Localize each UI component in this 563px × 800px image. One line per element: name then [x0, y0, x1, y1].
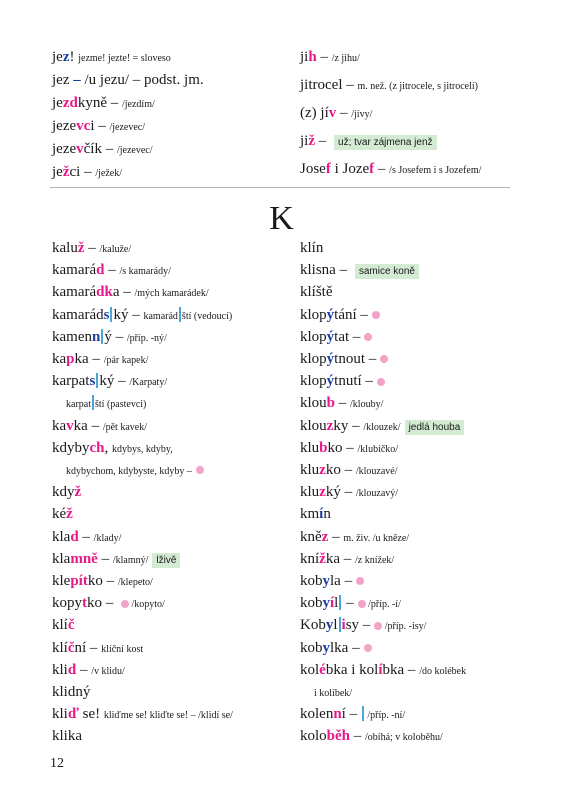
bullet-dot-icon — [358, 600, 366, 608]
syllable-break-marker — [179, 307, 181, 322]
headword: klu — [300, 439, 320, 456]
bullet-dot-icon — [372, 311, 380, 319]
headword: kně — [300, 528, 322, 545]
dictionary-entry — [300, 617, 426, 633]
headword: jeze — [52, 141, 77, 157]
headword-rest: – — [328, 528, 344, 545]
entry-note: /příp. -ní/ — [364, 710, 406, 722]
headword: klop — [300, 351, 327, 367]
headword-rest: ký – — [325, 484, 356, 501]
headword: ké — [52, 506, 67, 523]
dictionary-entry — [300, 77, 478, 93]
dictionary-entry — [52, 164, 122, 180]
syllable-break-marker — [92, 395, 94, 410]
entry-note: /jezdím/ — [122, 99, 155, 110]
headword-rest: – — [78, 528, 94, 545]
entry-note: /ježek/ — [95, 168, 122, 179]
headword: kla — [52, 550, 71, 567]
highlight-letters: í — [378, 661, 383, 678]
dictionary-entry — [300, 462, 398, 478]
dictionary-entry — [300, 351, 388, 367]
highlight-letters: í — [319, 506, 324, 523]
headword: kolen — [300, 706, 334, 723]
headword-rest: ký – — [113, 306, 144, 323]
entry-note: /jezevec/ — [116, 145, 153, 156]
headword: klop — [300, 328, 327, 345]
entry-note: /příp. -í/ — [365, 599, 401, 611]
entry-note: ští (pastevci) — [95, 399, 147, 411]
dictionary-entry — [52, 329, 167, 345]
headword: klou — [300, 417, 327, 434]
highlight-letters: ž — [66, 506, 73, 523]
headword-rest: a – — [112, 284, 135, 301]
dictionary-entry — [300, 662, 466, 678]
highlight-letters: i — [341, 617, 346, 634]
entry-note: /klouzavé/ — [355, 466, 398, 477]
bullet-dot-icon — [356, 577, 364, 585]
headword-rest: ka – — [73, 417, 103, 434]
headword: klí — [52, 617, 68, 634]
entry-note: /jívy/ — [351, 109, 373, 120]
headword: kamen — [52, 328, 92, 345]
entry-note: m. než. (z jitrocele, s jitrocelí) — [357, 81, 478, 92]
highlight-letters: ď — [67, 706, 79, 723]
entry-note: /kaluže/ — [99, 244, 132, 255]
dictionary-entry — [52, 284, 209, 300]
headword: je — [52, 95, 63, 111]
highlight-letters: z — [326, 417, 334, 434]
highlight-letters: é — [319, 661, 326, 678]
entry-note: /kopyto/ — [129, 599, 165, 611]
headword-rest: ko – — [327, 439, 358, 456]
definition-badge: jedlá houba — [405, 420, 465, 435]
dictionary-entry — [52, 141, 153, 157]
entry-note: /pár kapek/ — [103, 355, 149, 366]
dictionary-entry — [300, 395, 383, 411]
definition-badge: už; tvar zájmena jenž — [334, 135, 437, 150]
bullet-dot-icon — [364, 644, 372, 652]
highlight-letters: n — [91, 328, 101, 345]
highlight-letters: – — [69, 72, 85, 88]
highlight-letters: ž — [319, 550, 326, 567]
entry-note: klíční kost — [101, 643, 144, 655]
headword: ka — [52, 351, 67, 367]
highlight-letters: d — [67, 661, 77, 678]
headword: kdy — [52, 484, 75, 501]
entry-note: /do kolébek — [419, 665, 467, 677]
headword: je — [52, 164, 63, 180]
headword-rest: ky – — [333, 417, 364, 434]
entry-note: /klamný/ — [112, 554, 149, 566]
headword-rest: se! — [78, 706, 104, 723]
dictionary-entry — [52, 307, 232, 323]
dictionary-entry — [300, 262, 419, 278]
headword-rest: ka – — [74, 351, 104, 367]
dictionary-entry — [300, 284, 333, 300]
dictionary-entry — [52, 240, 131, 256]
entry-note: kliďme se! kliďte se! – /klidí se/ — [103, 710, 233, 722]
headword: ji — [300, 49, 309, 65]
dictionary-entry — [300, 640, 372, 656]
headword-rest: ní – — [74, 639, 102, 656]
headword-rest: – — [350, 728, 366, 745]
bullet-dot-icon — [377, 378, 385, 386]
highlight-letters: ch — [89, 439, 105, 456]
highlight-letters: pít — [70, 573, 88, 589]
highlight-letters: z — [62, 49, 70, 65]
dictionary-entry — [300, 307, 380, 323]
bullet-dot-icon — [380, 355, 388, 363]
headword: Jose — [300, 161, 326, 177]
entry-note: kdybychom, kdybyste, kdyby – — [66, 466, 192, 477]
headword: jez — [52, 72, 70, 88]
entry-note: /obíhá; v koloběhu/ — [365, 732, 443, 744]
headword: klop — [300, 306, 327, 323]
definition-badge: samice koně — [355, 264, 419, 279]
headword: kamará — [52, 262, 97, 279]
entry-note: kamarád — [143, 310, 178, 322]
entry-note: /s kamarády/ — [119, 266, 171, 278]
highlight-letters: ž — [62, 164, 70, 180]
headword-rest: l — [333, 617, 338, 634]
bullet-dot-icon — [196, 466, 204, 474]
dictionary-entry — [52, 662, 125, 678]
headword-rest: /u jezu/ – podst. jm. — [84, 72, 204, 88]
headword-rest: – — [104, 262, 120, 279]
headword-rest: – — [84, 240, 100, 256]
entry-note: karpat — [66, 399, 91, 411]
headword: kob — [300, 639, 323, 656]
dictionary-entry — [300, 418, 464, 434]
headword: Kob — [300, 617, 326, 634]
dictionary-entry — [300, 440, 398, 456]
headword: kob — [300, 573, 323, 589]
headword: jitrocel – — [300, 77, 358, 93]
headword: klí — [52, 639, 68, 656]
headword: ji — [300, 133, 309, 149]
headword-rest: tání – — [334, 306, 368, 323]
dictionary-entry — [300, 329, 372, 345]
dictionary-entry — [52, 529, 121, 545]
headword: klika — [52, 728, 82, 745]
headword-rest: sy – — [345, 617, 371, 634]
headword-rest: ko – — [325, 462, 356, 478]
highlight-letters: t — [82, 595, 87, 612]
entry-note: /z knížek/ — [355, 554, 395, 566]
dictionary-entry — [52, 440, 173, 456]
dictionary-entry — [300, 484, 398, 500]
highlight-letters: f — [369, 161, 375, 177]
highlight-letters: z — [321, 528, 329, 545]
headword-rest: tat – — [334, 328, 361, 345]
headword: (z) jí — [300, 105, 329, 121]
highlight-letters: ž — [77, 240, 85, 256]
headword: karpat — [52, 373, 90, 390]
dictionary-entry — [314, 684, 352, 700]
entry-note: /příp. -isy/ — [382, 621, 427, 633]
headword-rest: – — [342, 595, 354, 612]
headword: kle — [52, 573, 71, 589]
headword: km — [300, 506, 320, 523]
headword-rest: kyně – — [77, 95, 122, 111]
dictionary-entry — [52, 728, 82, 744]
highlight-letters: f — [325, 161, 331, 177]
highlight-letters: h — [308, 49, 317, 65]
dictionary-entry — [300, 529, 409, 545]
dictionary-entry — [52, 617, 75, 633]
headword: klou — [300, 395, 327, 412]
dictionary-entry — [52, 640, 143, 656]
headword-rest: i Joze — [330, 161, 370, 177]
highlight-letters: ý — [326, 306, 335, 323]
highlight-letters: č — [67, 617, 75, 634]
headword-rest: l — [334, 595, 339, 612]
headword-rest: n — [323, 506, 331, 523]
dictionary-entry — [52, 49, 171, 65]
headword-rest: í – — [341, 706, 361, 723]
dictionary-entry — [52, 95, 155, 111]
entry-note: /klouby/ — [350, 399, 384, 411]
entry-note: /pět kavek/ — [102, 421, 147, 433]
dictionary-entry — [66, 462, 204, 478]
headword: kopy — [52, 595, 82, 612]
entry-note: /klepeto/ — [117, 577, 153, 588]
dictionary-entry — [300, 373, 385, 389]
headword: kamarád — [52, 306, 104, 323]
dictionary-entry — [52, 551, 180, 567]
highlight-letters: y — [325, 617, 334, 634]
dictionary-entry — [300, 551, 394, 567]
headword: kní — [300, 550, 320, 567]
headword: klop — [300, 373, 327, 390]
headword-rest: – — [315, 133, 331, 149]
headword: kli — [52, 661, 68, 678]
headword-rest: tnout – — [334, 351, 377, 367]
dictionary-entry — [300, 595, 401, 611]
headword-rest: ka – — [325, 550, 356, 567]
dictionary-entry — [52, 351, 148, 367]
headword: je — [52, 49, 63, 65]
definition-badge: lživě — [152, 553, 180, 568]
highlight-letters: ž — [308, 133, 316, 149]
highlight-letters: v — [76, 141, 84, 157]
dictionary-entry — [300, 161, 481, 177]
headword-rest: la – — [330, 573, 353, 589]
highlight-letters: s — [103, 306, 110, 323]
headword: klisna – — [300, 262, 351, 279]
bullet-dot-icon — [364, 333, 372, 341]
headword: klu — [300, 484, 320, 501]
dictionary-entry — [52, 418, 147, 434]
dictionary-entry — [52, 706, 233, 722]
headword-rest: ko – — [87, 595, 117, 612]
highlight-letters: n — [333, 706, 342, 723]
highlight-letters: zd — [62, 95, 78, 111]
headword-rest: ko – — [87, 573, 118, 589]
entry-note: ští (vedoucí) — [181, 310, 233, 322]
dictionary-entry — [300, 49, 360, 65]
dictionary-entry — [300, 573, 364, 589]
highlight-letters: b — [326, 395, 336, 412]
headword-rest: ý – — [104, 328, 127, 345]
headword-rest: lka – — [330, 639, 360, 656]
entry-note: /s Josefem i s Jozefem/ — [389, 165, 482, 176]
headword-rest: ký – — [99, 373, 130, 390]
headword: kli — [52, 706, 68, 723]
headword: kdyby — [52, 439, 90, 456]
headword-rest: – — [316, 49, 332, 65]
dictionary-entry — [52, 506, 73, 522]
highlight-letters: dk — [96, 284, 113, 301]
dictionary-entry — [52, 72, 204, 88]
highlight-letters: z — [319, 484, 326, 501]
headword: ka — [52, 417, 67, 434]
dictionary-entry — [52, 373, 167, 389]
highlight-letters: v — [66, 417, 74, 434]
highlight-letters: d — [96, 262, 105, 279]
headword-rest: – — [97, 550, 113, 567]
highlight-letters: d — [70, 528, 79, 545]
highlight-letters: č — [67, 639, 75, 656]
highlight-letters: p — [66, 351, 75, 367]
headword: kob — [300, 595, 323, 612]
dictionary-entry — [300, 240, 323, 256]
dictionary-entry — [52, 484, 81, 500]
entry-note: /mých kamarádek/ — [134, 288, 209, 300]
dictionary-entry — [52, 595, 165, 611]
dictionary-entry — [300, 706, 405, 722]
entry-note: /klouzavý/ — [355, 488, 399, 500]
dictionary-entry — [300, 133, 437, 149]
headword: kolo — [300, 728, 327, 745]
headword: kalu — [52, 240, 78, 256]
highlight-letters: í — [330, 595, 335, 612]
dictionary-entry — [300, 105, 372, 121]
entry-note: jezme! jezte! = sloveso — [78, 53, 171, 64]
entry-note: /klouzek/ — [363, 421, 401, 433]
entry-note: /klubíčko/ — [357, 443, 399, 455]
headword: klidný — [52, 684, 91, 700]
highlight-letters: b — [319, 439, 328, 456]
highlight-letters: y — [322, 639, 330, 656]
headword: klíště — [300, 284, 333, 301]
syllable-break-marker — [339, 617, 341, 632]
dictionary-entry — [300, 728, 443, 744]
section-letter: K — [269, 200, 294, 237]
entry-note: /z jihu/ — [331, 53, 360, 64]
entry-note: /příp. -ný/ — [126, 332, 167, 344]
headword-rest: čík – — [83, 141, 117, 157]
highlight-letters: ž — [74, 484, 82, 501]
dictionary-entry — [52, 118, 145, 134]
headword-rest: – — [336, 105, 352, 121]
bullet-dot-icon — [121, 600, 129, 608]
syllable-break-marker — [362, 706, 364, 721]
dictionary-entry — [52, 262, 171, 278]
headword: kla — [52, 528, 71, 545]
highlight-letters: v — [328, 105, 337, 121]
dictionary-entry — [52, 573, 153, 589]
entry-note: m. živ. /u kněze/ — [343, 532, 410, 544]
entry-note: /v klidu/ — [91, 665, 125, 677]
entry-note: /Karpaty/ — [129, 377, 168, 389]
headword: kamará — [52, 284, 97, 301]
dictionary-entry — [52, 684, 90, 700]
dictionary-entry — [300, 506, 331, 522]
headword: klu — [300, 462, 320, 478]
headword-rest: ! — [69, 49, 79, 65]
highlight-letters: ý — [326, 351, 335, 367]
highlight-letters: vc — [76, 118, 91, 134]
headword: jeze — [52, 118, 77, 134]
highlight-letters: y — [322, 573, 330, 589]
highlight-letters: ý — [326, 328, 335, 345]
headword-rest: – — [76, 661, 92, 678]
headword-rest: i – — [90, 118, 110, 134]
headword: kol — [300, 661, 320, 678]
headword-rest: bka – — [382, 661, 420, 678]
entry-note: kdybys, kdyby, — [112, 443, 173, 455]
highlight-letters: ý — [326, 373, 335, 390]
headword: klín — [300, 240, 324, 256]
highlight-letters: mně — [70, 550, 98, 567]
headword-rest: , — [104, 439, 112, 456]
highlight-letters: z — [319, 462, 326, 478]
entry-note: /klady/ — [93, 532, 122, 544]
highlight-letters: běh — [326, 728, 351, 745]
headword-rest: bka i kol — [325, 661, 379, 678]
entry-note: i kolíbek/ — [314, 688, 353, 699]
headword-rest: – — [335, 395, 351, 412]
headword-rest: tnutí – — [334, 373, 373, 390]
headword-rest: ci – — [69, 164, 96, 180]
dictionary-entry — [66, 395, 146, 411]
entry-note: /jezevec/ — [109, 122, 146, 133]
highlight-letters: s — [89, 373, 96, 390]
page-number: 12 — [50, 756, 64, 771]
highlight-letters: y — [322, 595, 330, 612]
headword-rest: – — [374, 161, 390, 177]
divider — [50, 187, 510, 188]
